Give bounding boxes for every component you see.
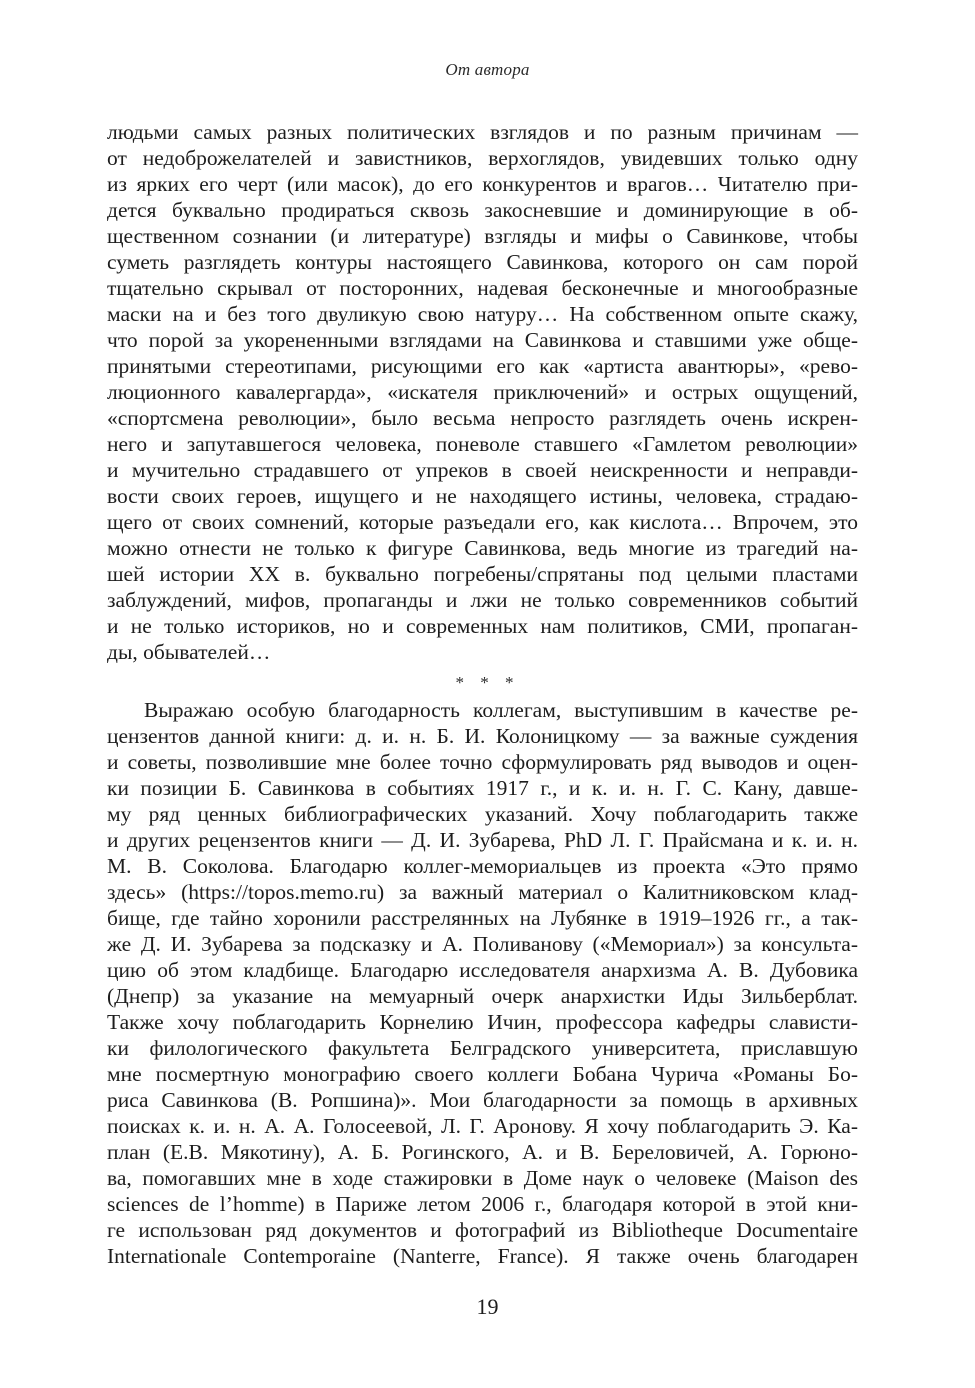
running-header: От автора (445, 60, 530, 79)
text-line: sciences de l’homme) в Париже летом 2006 г., благодаря которой в этой кни- (107, 1192, 858, 1216)
section-separator: * * * (455, 673, 520, 692)
text-line: и других рецензентов книги — Д. И. Зубарева, PhD Л. Г. Прайсмана и к. и. н. (107, 828, 858, 852)
text-line: него и запутавшегося человека, поневоле ставшего «Гамлетом революции» (107, 432, 858, 456)
text-line: бище, где тайно хоронили расстрелянных на Лубянке в 1919–1926 гг., а так- (107, 906, 858, 930)
text-line: цию об этом кладбище. Благодарю исследователя анархизма А. В. Дубовика (107, 958, 858, 982)
text-line: мне посмертную монографию своего коллеги Бобана Чурича «Романы Бо- (107, 1062, 858, 1086)
text-line: тщательно скрывал от посторонних, надевая бесконечные и многообразные (107, 276, 858, 300)
text-line: ге использован ряд документов и фотографий из Bibliotheque Documentaire (107, 1218, 858, 1242)
text-line: ва, помогавших мне в ходе стажировки в Доме наук о человеке (Maison des (107, 1166, 858, 1190)
text-line: Internationale Contemporaine (Nanterre, France). Я также очень благодарен (107, 1244, 858, 1268)
text-line: здесь» (https://topos.memo.ru) за важный материал о Калитниковском клад- (107, 880, 858, 904)
text-line: Также хочу поблагодарить Корнелию Ичин, профессора кафедры слависти- (107, 1010, 858, 1034)
text-line: ки филологического факультета Белградского университета, приславшую (107, 1036, 858, 1060)
text-line: маски на и без того двуликую свою натуру… На собственном опыте скажу, (107, 302, 858, 326)
text-line: «спортсмена революции», было весьма непросто разглядеть очень искрен- (107, 406, 858, 430)
text-line: ды, обывателей… (107, 640, 271, 664)
text-line: из ярких его черт (или масок), до его конкурентов и врагов… Читателю при- (107, 172, 858, 196)
text-line: ки позиции Б. Савинкова в событиях 1917 г., и к. и. н. Г. С. Кану, давше- (107, 776, 858, 800)
text-line: цензентов данной книги: д. и. н. Б. И. Колоницкому — за важные суждения (107, 724, 858, 748)
text-line: щего от своих сомнений, которые разъедали его, как кислота… Впрочем, это (107, 510, 858, 534)
text-line: и не только историков, но и современных нам политиков, СМИ, пропаган- (107, 614, 858, 638)
text-line: щественном сознании (и литературе) взгляды и мифы о Савинкове, чтобы (107, 224, 858, 248)
text-line: му ряд ценных библиографических указаний. Хочу поблагодарить также (107, 802, 858, 826)
text-line: заблуждений, мифов, пропаганды и лжи не только современников событий (107, 588, 858, 612)
text-line: же Д. И. Зубарева за подсказку и А. Поливанову («Мемориал») за консульта- (107, 932, 858, 956)
text-line: что порой за укорененными взглядами на Савинкова и ставшими уже обще- (107, 328, 858, 352)
text-line: суметь разглядеть контуры настоящего Савинкова, которого он сам порой (107, 250, 858, 274)
text-line: риса Савинкова (В. Ропшина)». Мои благодарности за помощь в архивных (107, 1088, 858, 1112)
text-line: людьми самых разных политических взглядов и по разным причинам — (107, 120, 858, 144)
page-number: 19 (476, 1294, 499, 1319)
text-line: поисках к. и. н. А. А. Голосеевой, Л. Г. Аронову. Я хочу поблагодарить Э. Ка- (107, 1114, 858, 1138)
text-line: люционного кавалергарда», «искателя приключений» и острых ощущений, (107, 380, 858, 404)
text-line: и мучительно страдавшего от упреков в своей неискренности и неправди- (107, 458, 858, 482)
text-line: план (Е.В. Мякотину), А. Б. Рогинского, А. и В. Береловичей, А. Горюно- (107, 1140, 858, 1164)
text-line: принятыми стереотипами, рисующими его как «артиста авантюры», «рево- (107, 354, 858, 378)
text-line: вости своих героев, ищущего и не находящего истины, человека, страдаю- (107, 484, 858, 508)
text-line: можно отнести не только к фигуре Савинкова, ведь многие из трагедий на- (107, 536, 858, 560)
text-line: М. В. Соколова. Благодарю коллег-мемориальцев из проекта «Это прямо (107, 854, 858, 878)
text-line: дется буквально продираться сквозь закосневшие и доминирующие в об- (107, 198, 858, 222)
text-line: шей истории XX в. буквально погребены/спрятаны под целыми пластами (107, 562, 858, 586)
text-line: от недоброжелателей и завистников, верхоглядов, увидевших только одну (107, 146, 858, 170)
text-line: (Днепр) за указание на мемуарный очерк анархистки Иды Зильберблат. (107, 984, 858, 1008)
text-line: Выражаю особую благодарность коллегам, выступившим в качестве ре- (144, 698, 858, 722)
text-line: и советы, позволившие мне более точно сформулировать ряд выводов и оцен- (107, 750, 858, 774)
